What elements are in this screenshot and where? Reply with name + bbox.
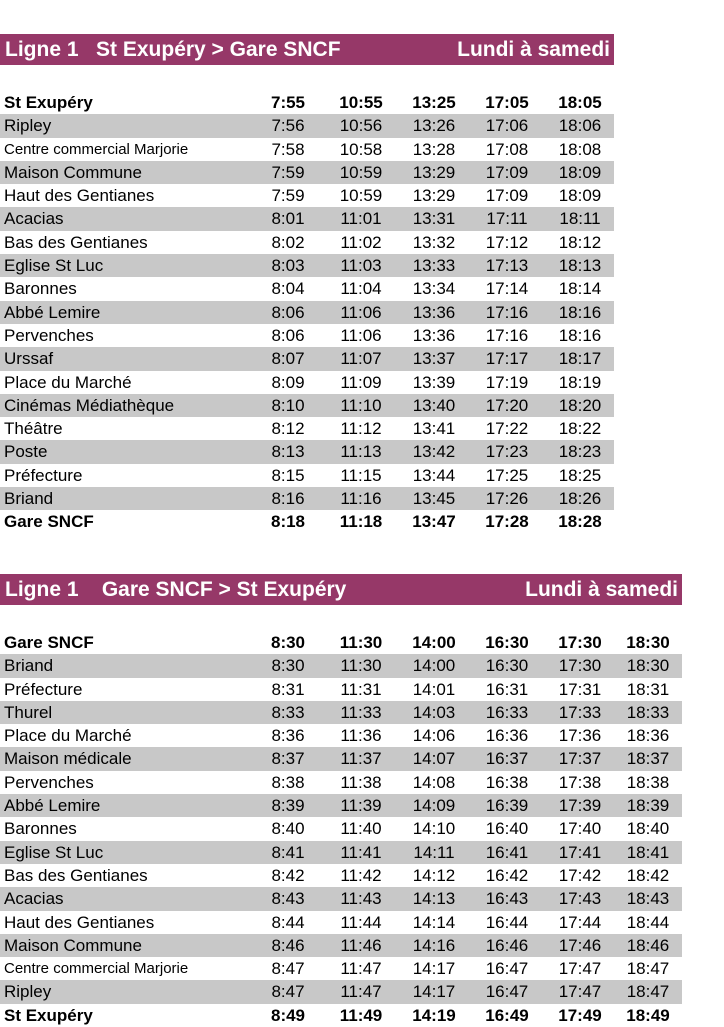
departure-time: 8:31	[271, 679, 305, 699]
stop-name: Place du Marché	[4, 372, 132, 392]
departure-time: 17:13	[485, 256, 529, 276]
departure-time: 11:04	[340, 279, 382, 299]
departure-time: 8:03	[271, 256, 305, 276]
table-row	[0, 394, 614, 417]
departure-time: 13:37	[412, 349, 456, 369]
stop-name: Baronnes	[4, 819, 77, 839]
departure-time: 8:47	[271, 982, 305, 1002]
departure-time: 11:10	[340, 395, 382, 415]
departure-time: 16:46	[485, 935, 529, 955]
departure-time: 17:40	[558, 819, 602, 839]
departure-time: 18:42	[626, 865, 670, 885]
table-row	[0, 324, 614, 347]
departure-time: 10:59	[339, 162, 383, 182]
departure-time: 17:44	[558, 912, 602, 932]
stop-name: Briand	[4, 489, 54, 509]
departure-time: 10:56	[339, 116, 383, 136]
departure-time: 11:07	[340, 349, 382, 369]
departure-time: 11:36	[340, 726, 382, 746]
departure-time: 13:34	[412, 279, 456, 299]
table-row	[0, 678, 682, 701]
departure-time: 17:46	[558, 935, 602, 955]
table-row	[0, 184, 614, 207]
departure-time: 14:09	[412, 796, 456, 816]
departure-time: 8:10	[271, 395, 305, 415]
stop-name: Ripley	[4, 982, 52, 1002]
departure-time: 18:08	[558, 139, 602, 159]
departure-time: 16:33	[485, 702, 529, 722]
departure-time: 17:42	[558, 865, 602, 885]
departure-time: 18:09	[558, 162, 602, 182]
departure-time: 7:58	[271, 139, 305, 159]
table-row	[0, 794, 682, 817]
departure-time: 13:47	[412, 512, 456, 532]
stop-name: Pervenches	[4, 325, 94, 345]
departure-time: 8:46	[271, 935, 305, 955]
table-row	[0, 841, 682, 864]
departure-time: 8:02	[271, 232, 305, 252]
departure-time: 11:13	[340, 442, 382, 462]
table-row	[0, 724, 682, 747]
departure-time: 11:43	[340, 889, 382, 909]
departure-time: 16:30	[485, 633, 529, 652]
departure-time: 17:09	[485, 162, 529, 182]
departure-time: 8:15	[271, 465, 305, 485]
timetable-days: Lundi à samedi	[525, 577, 678, 601]
departure-time: 16:38	[485, 772, 529, 792]
departure-time: 8:42	[271, 865, 305, 885]
departure-time: 11:41	[340, 842, 382, 862]
stop-name: Théâtre	[4, 419, 63, 439]
departure-time: 17:09	[485, 186, 529, 206]
departure-time: 17:41	[558, 842, 602, 862]
departure-time: 17:47	[558, 959, 602, 979]
timetable-header	[0, 574, 682, 605]
departure-time: 18:06	[558, 116, 602, 136]
departure-time: 18:38	[626, 772, 670, 792]
departure-time: 17:25	[485, 465, 529, 485]
stop-name: Haut des Gentianes	[4, 186, 155, 206]
departure-time: 13:31	[412, 209, 456, 229]
stop-name: Gare SNCF	[4, 633, 94, 652]
departure-time: 18:41	[626, 842, 670, 862]
departure-time: 18:13	[558, 256, 602, 276]
departure-time: 16:47	[485, 959, 529, 979]
departure-time: 13:26	[412, 116, 456, 136]
departure-time: 11:01	[340, 209, 382, 229]
departure-time: 16:44	[485, 912, 529, 932]
departure-time: 14:00	[412, 633, 456, 652]
departure-time: 18:05	[558, 93, 602, 112]
departure-time: 14:12	[412, 865, 456, 885]
table-row	[0, 957, 682, 980]
departure-time: 7:59	[271, 186, 305, 206]
departure-time: 8:06	[271, 325, 305, 345]
table-row	[0, 161, 614, 184]
table-row	[0, 980, 682, 1003]
departure-time: 16:43	[485, 889, 529, 909]
stop-name: Briand	[4, 656, 54, 676]
departure-time: 8:47	[271, 959, 305, 979]
departure-time: 11:42	[340, 865, 382, 885]
departure-time: 13:41	[412, 419, 456, 439]
departure-time: 16:42	[485, 865, 529, 885]
departure-time: 11:12	[340, 419, 382, 439]
departure-time: 10:58	[339, 139, 383, 159]
departure-time: 8:37	[271, 749, 305, 769]
departure-time: 11:18	[339, 512, 383, 532]
departure-time: 11:31	[340, 679, 382, 699]
stop-name: Haut des Gentianes	[4, 912, 155, 932]
departure-time: 11:06	[340, 325, 382, 345]
departure-time: 18:31	[626, 679, 670, 699]
departure-time: 17:23	[485, 442, 529, 462]
departure-time: 17:16	[485, 325, 529, 345]
departure-time: 13:44	[412, 465, 456, 485]
departure-time: 17:20	[485, 395, 529, 415]
stop-name: Maison Commune	[4, 935, 142, 955]
departure-time: 8:04	[271, 279, 305, 299]
departure-time: 8:36	[271, 726, 305, 746]
departure-time: 16:36	[485, 726, 529, 746]
departure-time: 8:18	[270, 512, 306, 532]
departure-time: 11:02	[340, 232, 382, 252]
departure-time: 18:16	[558, 302, 602, 322]
departure-time: 8:13	[271, 442, 305, 462]
departure-time: 14:10	[412, 819, 456, 839]
table-row	[0, 277, 614, 300]
departure-time: 8:30	[271, 656, 305, 676]
timetable-return	[0, 574, 682, 1027]
departure-time: 13:42	[412, 442, 456, 462]
departure-time: 11:49	[339, 1005, 383, 1025]
timetable-title: Ligne 1 Gare SNCF > St Exupéry	[5, 577, 347, 601]
departure-time: 8:06	[271, 302, 305, 322]
stop-name: Urssaf	[4, 349, 54, 369]
timetable-days: Lundi à samedi	[457, 37, 610, 61]
departure-time: 18:25	[558, 465, 602, 485]
table-row	[0, 864, 682, 887]
table-row	[0, 207, 614, 230]
departure-time: 8:09	[271, 372, 305, 392]
departure-time: 13:25	[412, 93, 456, 112]
departure-time: 17:31	[558, 679, 602, 699]
departure-time: 18:47	[626, 982, 670, 1002]
departure-time: 14:16	[412, 935, 456, 955]
departure-time: 8:07	[271, 349, 305, 369]
departure-time: 11:33	[340, 702, 382, 722]
table-row	[0, 114, 614, 137]
departure-time: 7:59	[271, 162, 305, 182]
stop-name: Abbé Lemire	[4, 796, 101, 816]
stop-name: Bas des Gentianes	[4, 232, 148, 252]
timetable-outbound	[0, 34, 614, 534]
departure-time: 13:39	[412, 372, 456, 392]
stop-name: Maison Commune	[4, 162, 142, 182]
departure-time: 11:30	[339, 633, 383, 652]
table-row	[0, 138, 614, 161]
departure-time: 18:11	[559, 209, 601, 229]
stop-name: Ripley	[4, 116, 52, 136]
departure-time: 11:44	[340, 912, 382, 932]
departure-time: 11:30	[340, 656, 382, 676]
departure-time: 14:13	[412, 889, 456, 909]
departure-time: 8:39	[271, 796, 305, 816]
departure-time: 14:07	[412, 749, 456, 769]
departure-time: 17:47	[558, 982, 602, 1002]
departure-time: 8:43	[271, 889, 305, 909]
table-row	[0, 934, 682, 957]
departure-time: 17:17	[485, 349, 529, 369]
departure-time: 18:33	[626, 702, 670, 722]
departure-time: 18:17	[558, 349, 602, 369]
departure-time: 8:01	[271, 209, 305, 229]
departure-time: 8:44	[271, 912, 305, 932]
stop-name: Cinémas Médiathèque	[4, 395, 175, 415]
departure-time: 18:16	[558, 325, 602, 345]
departure-time: 18:43	[626, 889, 670, 909]
departure-time: 17:26	[485, 489, 529, 509]
stop-name: Acacias	[4, 889, 64, 909]
departure-time: 18:14	[558, 279, 602, 299]
departure-time: 16:31	[485, 679, 529, 699]
departure-time: 17:06	[485, 116, 529, 136]
departure-time: 17:19	[485, 372, 529, 392]
departure-time: 7:55	[270, 93, 306, 112]
departure-time: 18:40	[626, 819, 670, 839]
departure-time: 14:17	[412, 982, 456, 1002]
table-row	[0, 487, 614, 510]
departure-time: 18:36	[626, 726, 670, 746]
departure-time: 13:33	[412, 256, 456, 276]
departure-time: 11:39	[340, 796, 382, 816]
departure-time: 17:28	[485, 512, 529, 532]
stop-name: Thurel	[4, 702, 53, 722]
departure-time: 16:40	[485, 819, 529, 839]
departure-time: 18:47	[626, 959, 670, 979]
departure-time: 16:47	[485, 982, 529, 1002]
table-row	[0, 887, 682, 910]
departure-time: 17:43	[558, 889, 602, 909]
departure-time: 7:56	[271, 116, 305, 136]
departure-time: 11:47	[340, 959, 382, 979]
departure-time: 11:16	[340, 489, 382, 509]
departure-time: 17:05	[485, 93, 529, 112]
departure-time: 14:19	[412, 1005, 456, 1025]
table-row	[0, 464, 614, 487]
departure-time: 16:30	[485, 656, 529, 676]
stop-name: Acacias	[4, 209, 64, 229]
table-row	[0, 231, 614, 254]
timetable-rows	[0, 91, 614, 534]
stop-name: Baronnes	[4, 279, 77, 299]
departure-time: 17:33	[558, 702, 602, 722]
departure-time: 11:46	[340, 935, 382, 955]
departure-time: 13:45	[412, 489, 456, 509]
departure-time: 8:40	[271, 819, 305, 839]
departure-time: 17:30	[558, 633, 602, 652]
departure-time: 13:28	[412, 139, 456, 159]
stop-name: St Exupéry	[4, 1005, 93, 1025]
table-row	[0, 254, 614, 277]
stop-name: Eglise St Luc	[4, 842, 104, 862]
departure-time: 17:39	[558, 796, 602, 816]
departure-time: 13:40	[412, 395, 456, 415]
table-row	[0, 417, 614, 440]
departure-time: 8:30	[270, 633, 306, 652]
departure-time: 16:39	[485, 796, 529, 816]
departure-time: 17:16	[485, 302, 529, 322]
stop-name: Bas des Gentianes	[4, 865, 148, 885]
stop-name: Abbé Lemire	[4, 302, 101, 322]
table-row	[0, 701, 682, 724]
departure-time: 8:41	[271, 842, 305, 862]
departure-time: 8:49	[270, 1005, 306, 1025]
table-row	[0, 631, 682, 654]
departure-time: 18:37	[626, 749, 670, 769]
departure-time: 16:49	[485, 1005, 529, 1025]
departure-time: 18:30	[626, 656, 670, 676]
departure-time: 18:30	[626, 633, 670, 652]
departure-time: 14:01	[412, 679, 456, 699]
departure-time: 18:44	[626, 912, 670, 932]
departure-time: 11:03	[340, 256, 382, 276]
stop-name: Préfecture	[4, 465, 83, 485]
stop-name: Préfecture	[4, 679, 83, 699]
stop-name: Centre commercial Marjorie	[4, 960, 189, 978]
departure-time: 10:55	[339, 93, 383, 112]
departure-time: 13:29	[412, 162, 456, 182]
departure-time: 18:39	[626, 796, 670, 816]
departure-time: 17:11	[486, 209, 528, 229]
departure-time: 16:41	[485, 842, 529, 862]
departure-time: 14:06	[412, 726, 456, 746]
departure-time: 18:46	[626, 935, 670, 955]
stop-name: Pervenches	[4, 772, 94, 792]
departure-time: 18:26	[558, 489, 602, 509]
timetable-header	[0, 34, 614, 65]
departure-time: 18:20	[558, 395, 602, 415]
departure-time: 11:38	[340, 772, 382, 792]
stop-name: Eglise St Luc	[4, 256, 104, 276]
table-row	[0, 747, 682, 770]
departure-time: 17:30	[558, 656, 602, 676]
departure-time: 17:12	[485, 232, 529, 252]
departure-time: 17:08	[485, 139, 529, 159]
departure-time: 16:37	[485, 749, 529, 769]
departure-time: 14:14	[412, 912, 456, 932]
departure-time: 11:15	[340, 465, 382, 485]
table-row	[0, 654, 682, 677]
departure-time: 13:36	[412, 325, 456, 345]
departure-time: 11:40	[340, 819, 382, 839]
stop-name: Gare SNCF	[4, 512, 94, 532]
departure-time: 13:29	[412, 186, 456, 206]
departure-time: 8:16	[271, 489, 305, 509]
departure-time: 17:49	[558, 1005, 602, 1025]
departure-time: 17:22	[485, 419, 529, 439]
departure-time: 8:33	[271, 702, 305, 722]
table-row	[0, 440, 614, 463]
departure-time: 8:12	[271, 419, 305, 439]
departure-time: 11:37	[340, 749, 382, 769]
departure-time: 11:06	[340, 302, 382, 322]
departure-time: 13:32	[412, 232, 456, 252]
departure-time: 18:28	[558, 512, 602, 532]
departure-time: 17:38	[558, 772, 602, 792]
departure-time: 18:19	[558, 372, 602, 392]
departure-time: 13:36	[412, 302, 456, 322]
departure-time: 14:03	[412, 702, 456, 722]
departure-time: 10:59	[339, 186, 383, 206]
stop-name: St Exupéry	[4, 93, 93, 112]
departure-time: 14:00	[412, 656, 456, 676]
timetable-rows	[0, 631, 682, 1027]
departure-time: 14:17	[412, 959, 456, 979]
departure-time: 18:12	[558, 232, 602, 252]
departure-time: 18:23	[558, 442, 602, 462]
departure-time: 17:36	[558, 726, 602, 746]
table-row	[0, 771, 682, 794]
table-row	[0, 911, 682, 934]
departure-time: 11:09	[340, 372, 382, 392]
stop-name: Place du Marché	[4, 726, 132, 746]
stop-name: Poste	[4, 442, 48, 462]
departure-time: 17:14	[485, 279, 529, 299]
departure-time: 18:09	[558, 186, 602, 206]
departure-time: 18:49	[626, 1005, 670, 1025]
departure-time: 11:47	[340, 982, 382, 1002]
stop-name: Centre commercial Marjorie	[4, 140, 189, 158]
stop-name: Maison médicale	[4, 749, 132, 769]
table-row	[0, 91, 614, 114]
departure-time: 17:37	[558, 749, 602, 769]
table-row	[0, 347, 614, 370]
table-row	[0, 301, 614, 324]
departure-time: 18:22	[558, 419, 602, 439]
table-row	[0, 371, 614, 394]
departure-time: 14:08	[412, 772, 456, 792]
table-row	[0, 817, 682, 840]
table-row	[0, 510, 614, 533]
timetable-title: Ligne 1 St Exupéry > Gare SNCF	[5, 37, 341, 61]
departure-time: 8:38	[271, 772, 305, 792]
departure-time: 14:11	[413, 842, 455, 862]
